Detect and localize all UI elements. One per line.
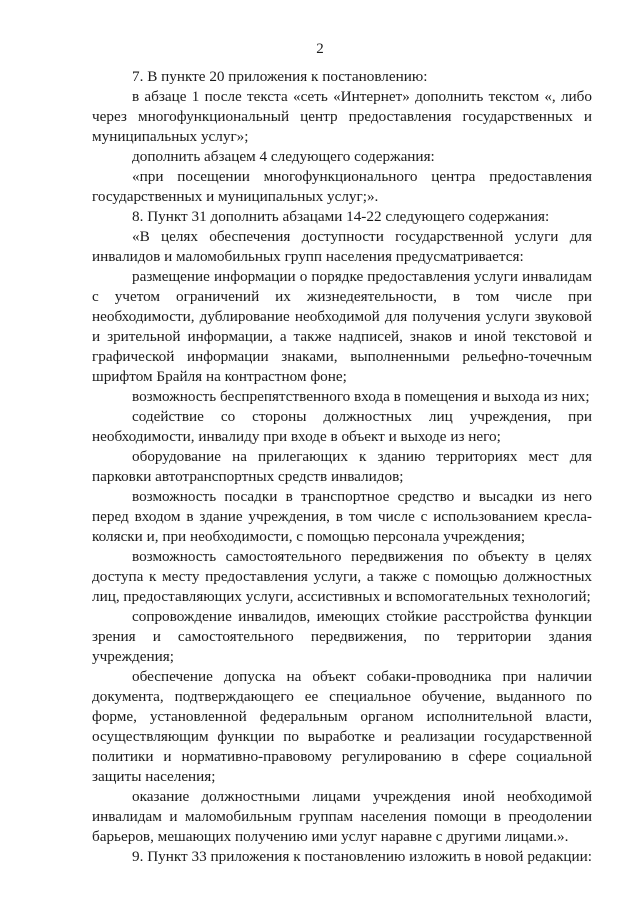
page-number: 2 — [316, 41, 324, 57]
paragraph: возможность самостоятельного передвижения по объекту в целях доступа к месту предоставления услуги, а также с помощью должностных лиц, предоставляющих услуги, ассистивных и вспомогательных технологий; — [92, 548, 592, 605]
paragraph: обеспечение допуска на объект собаки-проводника при наличии документа, подтверждающего ее специальное обучение, выданного по форме, установленной федеральным органом исполнительной власти, осуществляющим функции по выработке и реализации государственной политики и нормативно-правовому регулированию в сфере социальной защиты населения; — [92, 668, 592, 785]
document-body — [92, 67, 592, 867]
paragraph: содействие со стороны должностных лиц учреждения, при необходимости, инвалиду при входе в объект и выходе из него; — [92, 408, 592, 445]
paragraph: оказание должностными лицами учреждения иной необходимой инвалидам и маломобильным группам населения помощи в преодолении барьеров, мешающих получению ими услуг наравне с другими лицами.». — [92, 788, 592, 845]
paragraph: оборудование на прилегающих к зданию территориях мест для парковки автотранспортных средств инвалидов; — [92, 448, 592, 485]
paragraph-item-8-heading: 8. Пункт 31 дополнить абзацами 14-22 следующего содержания: — [132, 208, 550, 225]
paragraph: сопровождение инвалидов, имеющих стойкие расстройства функции зрения и самостоятельного передвижения, по территории здания учреждения; — [92, 608, 592, 665]
paragraph: размещение информации о порядке предоставления услуги инвалидам с учетом ограничений их жизнедеятельности, в том числе при необходимости, дублирование необходимой для получения услуги звуковой и зрительной информации, а также надписей, знаков и иной текстовой и графической информации знаками, выполненными рельефно-точечным шрифтом Брайля на контрастном фоне; — [92, 268, 592, 385]
paragraph: «В целях обеспечения доступности государственной услуги для инвалидов и маломобильных групп населения предусматривается: — [92, 228, 592, 265]
paragraph: в абзаце 1 после текста «сеть «Интернет» дополнить текстом «, либо через многофункциональный центр предоставления государственных и муниципальных услуг»; — [92, 88, 592, 145]
paragraph: «при посещении многофункционального центра предоставления государственных и муниципальных услуг;». — [92, 168, 592, 205]
paragraph-item-9-heading: 9. Пункт 33 приложения к постановлению изложить в новой редакции: — [132, 848, 592, 865]
paragraph: возможность беспрепятственного входа в помещения и выхода из них; — [132, 388, 590, 405]
paragraph-item-7-heading: 7. В пункте 20 приложения к постановлению: — [132, 68, 428, 85]
paragraph: дополнить абзацем 4 следующего содержания: — [132, 148, 435, 165]
paragraph: возможность посадки в транспортное средство и высадки из него перед входом в здание учреждения, в том числе с использованием кресла-коляски и, при необходимости, с помощью персонала учреждения; — [92, 488, 592, 545]
